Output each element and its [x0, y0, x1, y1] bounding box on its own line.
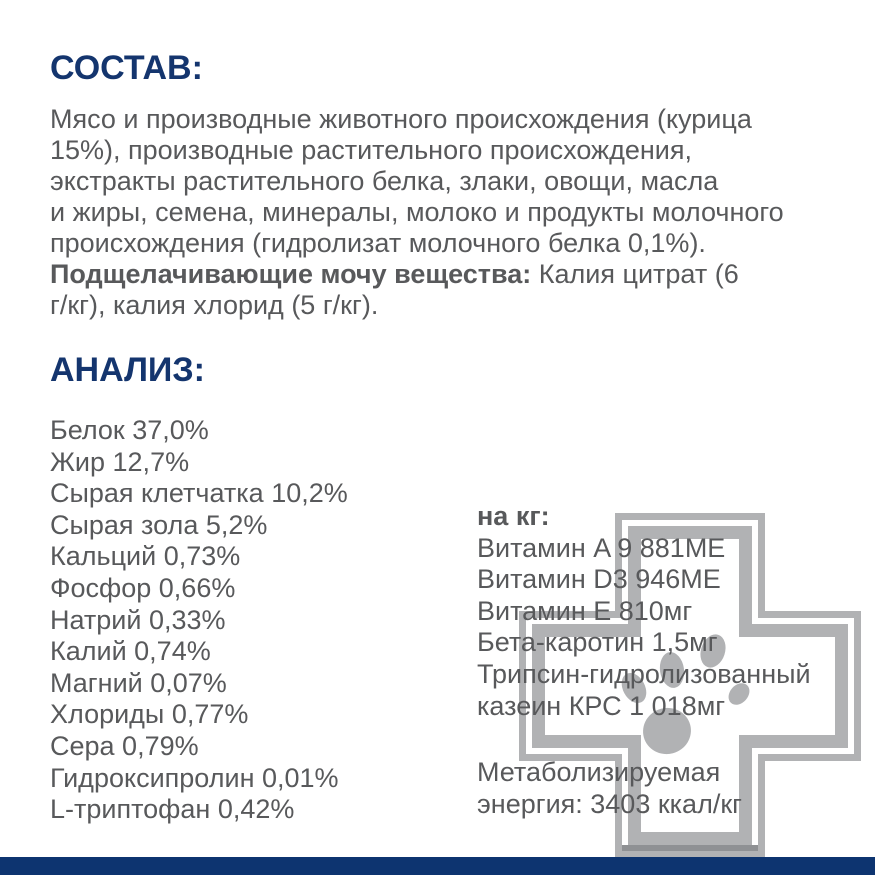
per-kg-item: Витамин E 810мг [477, 595, 693, 626]
analysis-item: L-триптофан 0,42% [50, 794, 295, 825]
analysis-item: Натрий 0,33% [50, 604, 226, 635]
composition-line: происхождения (гидролизат молочного белка 0,1%). [50, 228, 706, 258]
composition-line: г/кг), калия хлорид (5 г/кг). [50, 290, 379, 320]
analysis-item: Фосфор 0,66% [50, 572, 236, 603]
per-kg-item: Витамин D3 946МЕ [477, 564, 721, 595]
analysis-item: Сырая зола 5,2% [50, 509, 268, 540]
analysis-item: Калий 0,74% [50, 636, 211, 667]
per-kg-item: Трипсин-гидролизованный [477, 658, 811, 689]
energy-line: энергия: 3403 ккал/кг [477, 788, 742, 819]
analysis-heading: АНАЛИЗ: [50, 351, 205, 389]
composition-line: Мясо и производные животного происхождения (курица [50, 104, 752, 134]
analysis-item: Магний 0,07% [50, 667, 227, 698]
analysis-item: Кальций 0,73% [50, 541, 241, 572]
composition-line: экстракты растительного белка, злаки, овощи, масла [50, 166, 719, 196]
footer-bar [0, 857, 875, 875]
analysis-item: Гидроксипролин 0,01% [50, 762, 339, 793]
analysis-item: Сырая клетчатка 10,2% [50, 478, 348, 509]
composition-line: 15%), производные растительного происхождения, [50, 135, 692, 165]
composition-line: и жиры, семена, минералы, молоко и продукты молочного [50, 197, 784, 227]
energy-line: Метаболизируемая [477, 757, 721, 787]
per-kg-label: на кг: [477, 501, 550, 531]
composition-paragraph [50, 104, 784, 321]
alkalizing-substances-label: Подщелачивающие мочу вещества: [50, 259, 532, 289]
composition-heading: СОСТАВ: [50, 49, 203, 87]
per-kg-item: Бета-каротин 1,5мг [477, 627, 718, 658]
analysis-list [50, 415, 348, 826]
per-kg-block [477, 501, 811, 722]
alkalizing-substances-value: Калия цитрат (6 [531, 259, 739, 289]
analysis-item: Жир 12,7% [50, 446, 190, 477]
analysis-item: Сера 0,79% [50, 730, 199, 761]
analysis-item: Хлориды 0,77% [50, 699, 249, 730]
per-kg-item: Витамин A 9 881МЕ [477, 532, 726, 563]
metabolizable-energy [477, 757, 742, 820]
analysis-item: Белок 37,0% [50, 415, 209, 445]
per-kg-item: казеин КРС 1 018мг [477, 690, 726, 721]
composition-line [50, 259, 784, 290]
